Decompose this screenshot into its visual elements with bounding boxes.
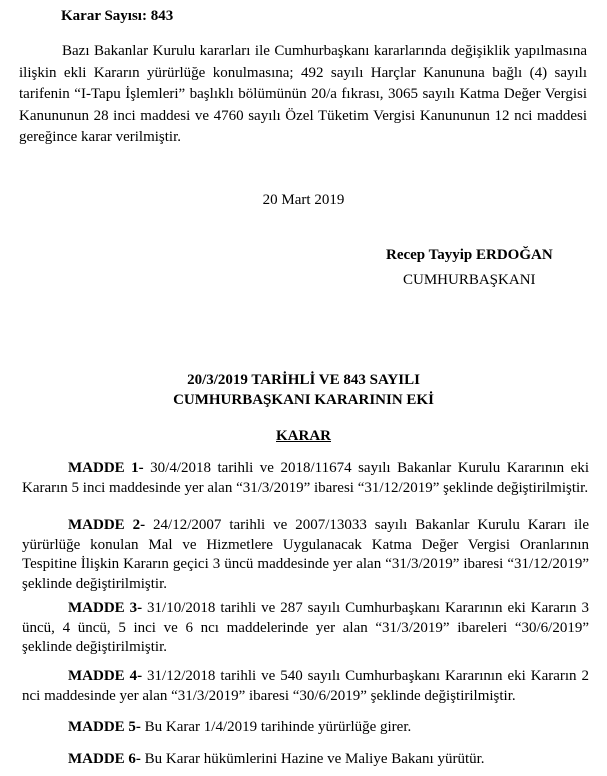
article-5	[22, 718, 589, 738]
annex-title	[0, 370, 607, 410]
article-label: MADDE 1-	[68, 460, 144, 476]
article-2	[22, 516, 589, 594]
article-label: MADDE 6-	[68, 751, 141, 767]
article-label: MADDE 3-	[68, 600, 143, 616]
decision-date: 20 Mart 2019	[262, 192, 345, 208]
article-text: 24/12/2007 tarihli ve 2007/13033 sayılı Bakanlar Kurulu Kararı ile yürürlüğe konulan Mal ve Hizmetlere Uygulanacak Katma Değer Vergisi Oranlarının Tespitine İlişkin Kararın geçici 3 üncü maddesinde yer alan “31/3/2019” ibaresi “31/12/2019” şeklinde değiştirilmiştir.	[22, 517, 590, 592]
annex-title-line-1: 20/3/2019 TARİHLİ VE 843 SAYILI	[187, 372, 420, 388]
article-text: 31/10/2018 tarihli ve 287 sayılı Cumhurbaşkanı Kararının eki Kararın 3 üncü, 4 üncü, 5 inci ve 6 ncı maddelerinde yer alan “31/3/2019” ibareleri “30/6/2019” şeklinde değiştirilmiştir.	[22, 600, 590, 655]
article-4	[22, 667, 589, 706]
karar-heading: KARAR	[276, 428, 331, 444]
article-text: Bu Karar hükümlerini Hazine ve Maliye Bakanı yürütür.	[140, 751, 485, 767]
article-text: Bu Karar 1/4/2019 tarihinde yürürlüğe girer.	[140, 719, 412, 735]
signer-title: CUMHURBAŞKANI	[403, 272, 536, 288]
article-1	[22, 459, 589, 498]
article-label: MADDE 4-	[68, 668, 143, 684]
article-label: MADDE 2-	[68, 517, 146, 533]
article-label: MADDE 5-	[68, 719, 141, 735]
intro-paragraph: Bazı Bakanlar Kurulu kararları ile Cumhurbaşkanı kararlarında değişiklik yapılmasına ilişkin ekli Kararın yürürlüğe konulmasına; 492 sayılı Harçlar Kanununa bağlı (4) sayılı tarifenin “I-Tapu İşlemleri” başlıklı bölümünün 20/a fıkrası, 3065 sayılı Katma Değer Vergisi Kanununun 28 inci maddesi ve 4760 sayılı Özel Tüketim Vergisi Kanununun 12 nci maddesi gereğince karar verilmiştir.	[19, 43, 587, 145]
article-6	[22, 750, 589, 770]
annex-title-line-2: CUMHURBAŞKANI KARARININ EKİ	[173, 392, 434, 408]
signer-name: Recep Tayyip ERDOĞAN	[386, 247, 553, 263]
article-3	[22, 599, 589, 658]
decision-number: Karar Sayısı: 843	[61, 8, 174, 24]
article-text: 31/12/2018 tarihli ve 540 sayılı Cumhurbaşkanı Kararının eki Kararın 2 nci maddesinde yer alan “31/3/2019” ibaresi “30/6/2019” şeklinde değiştirilmiştir.	[22, 668, 590, 704]
article-text: 30/4/2018 tarihli ve 2018/11674 sayılı Bakanlar Kurulu Kararının eki Kararın 5 inci maddesinde yer alan “31/3/2019” ibaresi “31/12/2019” şeklinde değiştirilmiştir.	[22, 460, 590, 496]
